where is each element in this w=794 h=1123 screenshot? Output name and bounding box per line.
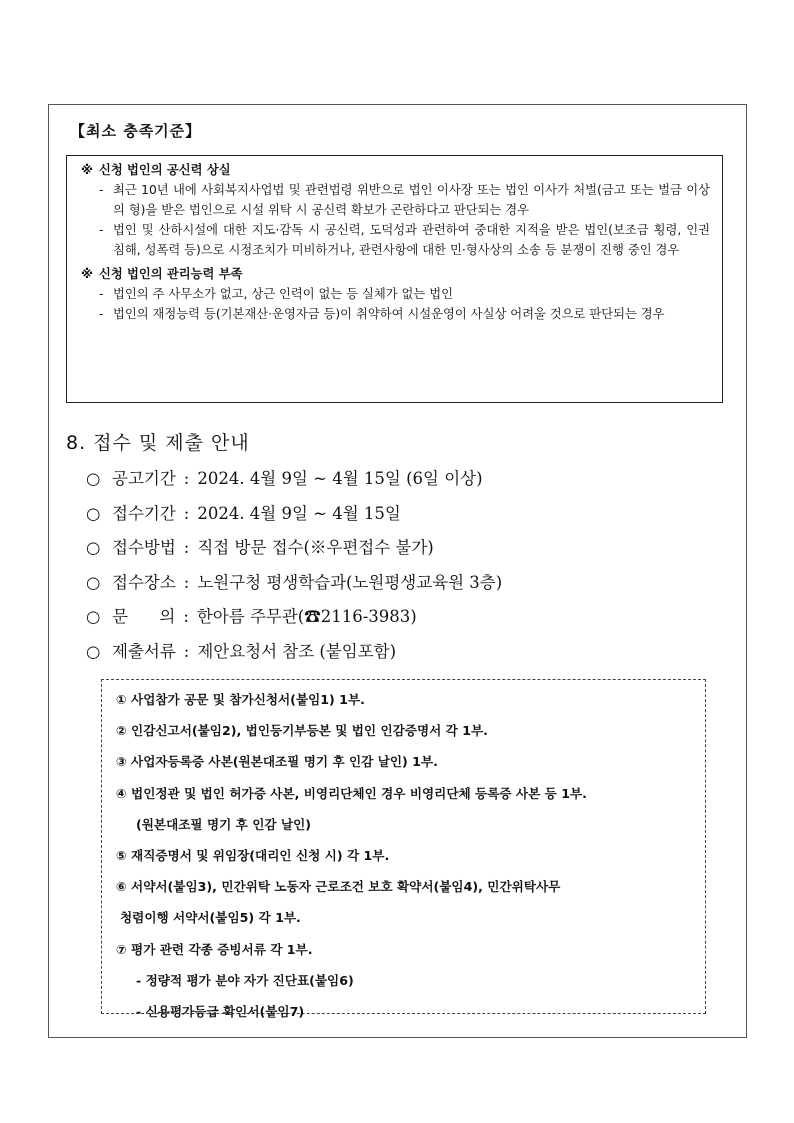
circle-bullet-icon: ○ [86, 538, 101, 557]
criteria-item: - 법인의 재정능력 등(기본재산·운영자금 등)이 취약하여 시설운영이 사실상 어려울 것으로 판단되는 경우 [99, 307, 665, 321]
info-list [86, 462, 502, 669]
circle-bullet-icon: ○ [86, 572, 101, 592]
reference-mark-icon: ※ [81, 163, 93, 177]
document-item-note: (원본대조필 명기 후 인감 날인) [136, 816, 312, 832]
info-item: ○ 접수방법 : 직접 방문 접수(※우편접수 불가) [86, 531, 502, 566]
info-item: ○ 문 의 : 한아름 주무관(☎2116-3983) [86, 600, 502, 635]
criteria-item: - 법인 및 산하시설에 대한 지도·감독 시 공신력, 도덕성과 관련하여 중대한 지적을 받은 법인(보조금 횡령, 인권 침해, 성폭력 등)으로 시정조치가 미비하거나, 관련사항에 대한 민·형사상의 소송 등 분쟁이 진행 중인 경우 [99, 223, 710, 257]
document-item: ⑥ 서약서(붙임3), 민간위탁 노동자 근로조건 보호 확약서(붙임4), 민간위탁사무 [116, 879, 561, 895]
criteria-item: - 최근 10년 내에 사회복지사업법 및 관련법령 위반으로 법인 이사장 또는 법인 이사가 처벌(금고 또는 벌금 이상의 형)을 받은 법인으로 시설 위탁 시 공신력 확보가 곤란하다고 판단되는 경우 [99, 183, 710, 217]
document-item: ⑤ 재직증명서 및 위임장(대리인 신청 시) 각 1부. [116, 848, 390, 864]
criteria-title: 【최소 충족기준】 [70, 122, 202, 140]
criteria-box [66, 155, 723, 403]
required-documents-box [101, 679, 706, 1020]
document-subitem: - 정량적 평가 분야 자가 진단표(붙임6) [136, 972, 354, 988]
info-item: ○ 제출서류 : 제안요청서 참조 (붙임포함) [86, 635, 502, 670]
info-item: ○ 공고기간 : 2024. 4월 9일 ~ 4월 15일 (6일 이상) [86, 462, 502, 497]
circle-bullet-icon: ○ [86, 503, 101, 523]
document-item: ⑦ 평가 관련 각종 증빙서류 각 1부. [116, 941, 313, 957]
reference-mark-icon: ※ [81, 267, 93, 281]
circle-bullet-icon: ○ [86, 641, 101, 661]
circle-bullet-icon: ○ [86, 607, 101, 626]
document-subitem: - 신용평가등급 확인서(붙임7) [136, 1004, 305, 1020]
circle-bullet-icon: ○ [86, 469, 101, 488]
document-item: ③ 사업자등록증 사본(원본대조필 명기 후 인감 날인) 1부. [116, 754, 438, 770]
document-item: ② 인감신고서(붙임2), 법인등기부등본 및 법인 인감증명서 각 1부. [116, 723, 488, 739]
criteria-item: - 법인의 주 사무소가 없고, 상근 인력이 없는 등 실체가 없는 법인 [99, 287, 453, 301]
document-item: ① 사업참가 공문 및 참가신청서(붙임1) 1부. [116, 692, 365, 707]
info-item: ○ 접수기간 : 2024. 4월 9일 ~ 4월 15일 [86, 497, 502, 532]
section-title: 8. 접수 및 제출 안내 [66, 432, 250, 454]
document-item-continuation: 청렴이행 서약서(붙임5) 각 1부. [120, 910, 301, 926]
document-item: ④ 법인정관 및 법인 허가증 사본, 비영리단체인 경우 비영리단체 등록증 사본 등 1부. [116, 785, 587, 801]
criteria-heading: ※ 신청 법인의 공신력 상실 [81, 163, 231, 177]
criteria-heading: ※ 신청 법인의 관리능력 부족 [81, 267, 243, 281]
info-item: ○ 접수장소 : 노원구청 평생학습과(노원평생교육원 3층) [86, 566, 502, 601]
